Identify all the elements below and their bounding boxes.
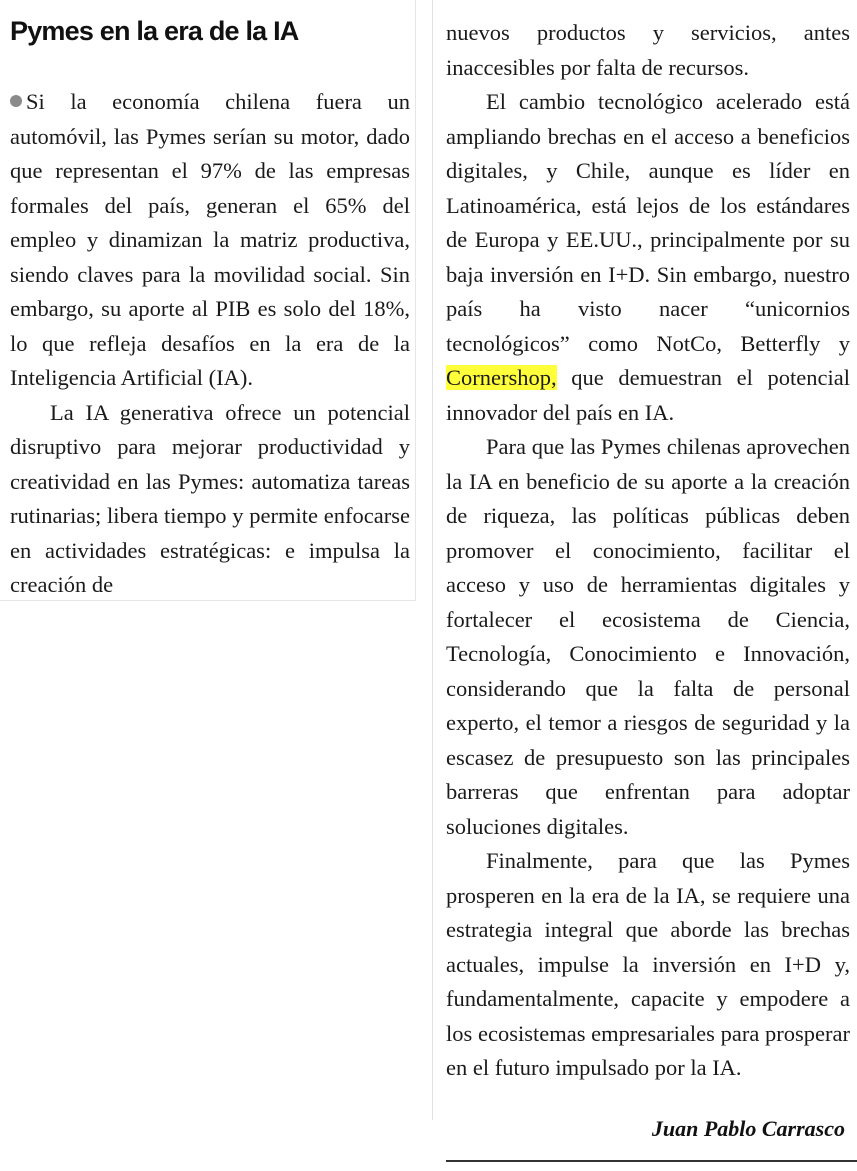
paragraph-5: Finalmente, para que las Pymes prosperen en la era de la IA, se requiere una estrategia integral que aborde las brechas actuales, impulse la inversión en I+D y, fundamentalmente, capacite y empodere a los ecosistemas empresariales para prosperar en el futuro impulsado por la IA. bbox=[446, 848, 850, 1080]
article-headline: Pymes en la era de la IA bbox=[10, 16, 299, 46]
column-divider bbox=[415, 0, 416, 600]
left-column-body bbox=[10, 85, 410, 603]
paragraph-1-text: Si la economía chilena fuera un automóvil, las Pymes serían su motor, dado que representan el 97% de las empresas formales del país, generan el 65% del empleo y dinamizan la matriz productiva, siendo claves para la movilidad social. Sin embargo, su aporte al PIB es solo del 18%, lo que refleja desafíos en la era de la Inteligencia Artificial (IA). bbox=[10, 89, 410, 390]
paragraph-3-text-before: El cambio tecnológico acelerado está ampliando brechas en el acceso a beneficios digitales, y Chile, aunque es líder en Latinoamérica, está lejos de los estándares de Europa y EE.UU., principalmente por su baja inversión en I+D. Sin embargo, nuestro país ha visto nacer “unicornios tecnológicos” como NotCo, Betterfly y bbox=[446, 89, 850, 356]
bottom-divider bbox=[446, 1160, 857, 1162]
right-column-body bbox=[446, 16, 850, 1086]
highlighted-term: Cornershop, bbox=[446, 365, 557, 390]
paragraph-2: La IA generativa ofrece un potencial disruptivo para mejorar productividad y creatividad en las Pymes: automatiza tareas rutinarias; libera tiempo y permite enfocarse en actividades estratégicas: e impulsa la creación de bbox=[10, 399, 410, 597]
paragraph-continued: nuevos productos y servicios, antes inaccesibles por falta de recursos. bbox=[446, 20, 850, 80]
author-byline: Juan Pablo Carrasco bbox=[651, 1116, 845, 1141]
paragraph-1 bbox=[10, 85, 410, 396]
paragraph-4: Para que las Pymes chilenas aprovechen la IA en beneficio de su aporte a la creación de riqueza, las políticas públicas deben promover el conocimiento, facilitar el acceso y uso de herramientas digitales y fortalecer el ecosistema de Ciencia, Tecnología, Conocimiento e Innovación, considerando que la falta de personal experto, el temor a riesgos de seguridad y la escasez de presupuesto son las principales barreras que enfrentan para adoptar soluciones digitales. bbox=[446, 434, 850, 839]
column-divider bbox=[432, 0, 433, 1120]
paragraph-3-text-after: que demuestran el potencial innovador del país en IA. bbox=[446, 365, 850, 425]
paragraph-3 bbox=[446, 85, 850, 430]
right-column bbox=[438, 0, 850, 1171]
left-column bbox=[0, 0, 412, 1171]
bullet-icon bbox=[10, 95, 22, 107]
